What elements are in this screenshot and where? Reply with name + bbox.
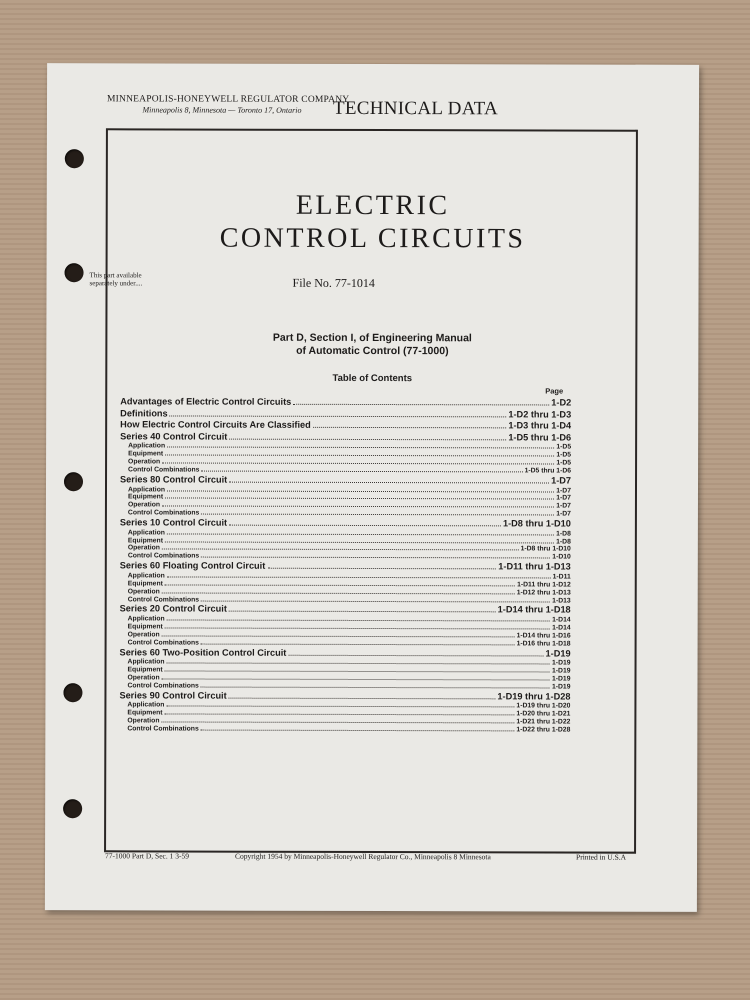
toc-entry-page: 1-D11	[552, 573, 571, 581]
toc-entry-label: Application	[128, 442, 166, 450]
toc-leader-dots	[165, 584, 515, 586]
toc-entry-page: 1-D7	[556, 510, 571, 518]
toc-entry-page: 1-D12 thru 1-D13	[516, 589, 571, 597]
toc-entry-page: 1-D11 thru 1-D13	[498, 561, 571, 572]
toc-entry-label: Control Combinations	[127, 509, 200, 517]
toc-entry-page: 1-D8 thru 1-D10	[520, 545, 571, 553]
toc-leader-dots	[167, 490, 554, 492]
part-section-line	[46, 331, 698, 359]
toc-entry-page: 1-D19	[551, 667, 571, 675]
availability-note	[90, 271, 143, 287]
toc-page-heading: Page	[545, 386, 564, 396]
toc-entry-label: How Electric Control Circuits Are Classified	[120, 419, 311, 431]
availability-note-line-1: This part available	[89, 271, 142, 280]
document-page	[45, 63, 699, 912]
company-name: MINNEAPOLIS-HONEYWELL REGULATOR COMPANY	[107, 94, 350, 105]
toc-heading: Table of Contents	[332, 372, 413, 385]
toc-entry-label: Operation	[127, 544, 160, 552]
toc-entry-page: 1-D19	[551, 683, 571, 691]
toc-leader-dots	[167, 447, 554, 449]
toc-entry-label: Equipment	[127, 623, 163, 631]
toc-leader-dots	[201, 514, 554, 516]
toc-entry-page: 1-D8	[556, 530, 571, 538]
binder-hole	[64, 472, 83, 491]
toc-leader-dots	[167, 533, 554, 535]
toc-entry-label: Operation	[128, 458, 161, 466]
footer-printed: Printed in U.S.A	[576, 852, 627, 862]
toc-entry-label: Equipment	[127, 666, 163, 674]
toc-leader-dots	[229, 611, 496, 613]
toc-leader-dots	[167, 576, 551, 578]
toc-entry-label: Advantages of Electric Control Circuits	[120, 396, 292, 407]
toc-entry-page: 1-D5 thru 1-D6	[508, 432, 572, 443]
toc-entry-label: Equipment	[127, 536, 163, 545]
toc-entry-page: 1-D14	[552, 624, 571, 632]
title-line-1: ELECTRIC	[295, 189, 450, 222]
toc-entry-page: 1-D5	[556, 451, 572, 459]
toc-entry-page: 1-D8 thru 1-D10	[502, 518, 571, 529]
toc-entry-label: Series 20 Control Circuit	[119, 603, 227, 615]
toc-entry-label: Series 10 Control Circuit	[119, 517, 228, 528]
toc-entry-label: Application	[127, 529, 165, 537]
toc-entry-page: 1-D19	[551, 675, 571, 683]
toc-entry-label: Operation	[127, 631, 160, 639]
table-of-contents	[119, 396, 571, 734]
toc-entry-label: Equipment	[127, 709, 163, 717]
toc-entry-label: Operation	[127, 717, 160, 725]
toc-leader-dots	[162, 678, 550, 680]
toc-entry-page: 1-D2 thru 1-D3	[508, 408, 572, 420]
toc-entry-label: Application	[127, 615, 165, 623]
toc-entry-label: Series 40 Control Circuit	[120, 431, 228, 442]
toc-entry-page: 1-D14	[552, 616, 571, 624]
toc-leader-dots	[165, 671, 550, 673]
toc-entry-page: 1-D21 thru 1-D22	[516, 718, 571, 726]
toc-entry-page: 1-D19 thru 1-D20	[516, 702, 571, 710]
toc-entry-label: Equipment	[127, 580, 163, 588]
toc-leader-dots	[165, 498, 554, 500]
part-line-2: of Automatic Control (77-1000)	[296, 344, 449, 358]
toc-entry-page: 1-D20 thru 1-D21	[516, 710, 571, 718]
toc-entry-page: 1-D19	[552, 659, 571, 667]
toc-entry-page: 1-D16 thru 1-D18	[516, 640, 571, 648]
document-type: TECHNICAL DATA	[332, 97, 499, 120]
toc-leader-dots	[293, 404, 549, 406]
footer-copyright: Copyright 1954 by Minneapolis-Honeywell Regulator Co., Minneapolis 8 Minnesota	[235, 851, 491, 862]
toc-leader-dots	[166, 706, 514, 708]
binder-hole	[65, 149, 84, 168]
toc-leader-dots	[288, 654, 543, 656]
toc-leader-dots	[165, 455, 554, 457]
toc-subentry	[119, 725, 570, 734]
toc-entry-page: 1-D14 thru 1-D16	[516, 632, 571, 640]
company-cities: Minneapolis 8, Minnesota — Toronto 17, Ontario	[142, 105, 302, 115]
toc-leader-dots	[161, 722, 514, 724]
binder-hole	[63, 683, 82, 702]
toc-leader-dots	[201, 643, 515, 645]
toc-entry-label: Control Combinations	[127, 552, 200, 560]
toc-entry-page: 1-D5 thru 1-D6	[524, 467, 572, 475]
toc-leader-dots	[229, 482, 549, 484]
toc-leader-dots	[201, 730, 515, 732]
toc-entry-label: Application	[127, 701, 165, 709]
footer-doc-reference: 77-1000 Part D, Sec. 1 3-59	[105, 851, 189, 861]
toc-entry-label: Operation	[127, 587, 160, 596]
toc-leader-dots	[165, 627, 550, 629]
toc-entry-page: 1-D19	[545, 648, 571, 659]
toc-entry-page: 1-D10	[552, 553, 571, 561]
page-title	[47, 188, 699, 256]
toc-entry-page: 1-D22 thru 1-D28	[516, 726, 571, 734]
toc-entry-page: 1-D7	[556, 502, 571, 510]
toc-leader-dots	[162, 635, 515, 637]
toc-entry-page: 1-D2	[551, 397, 572, 408]
toc-entry-page: 1-D14 thru 1-D18	[497, 604, 571, 615]
toc-entry-label: Definitions	[120, 407, 168, 419]
toc-entry-label: Operation	[127, 501, 161, 509]
toc-leader-dots	[267, 568, 496, 570]
binder-hole	[65, 263, 84, 282]
toc-entry-label: Control Combinations	[127, 639, 199, 647]
toc-leader-dots	[201, 471, 522, 473]
toc-entry-page: 1-D7	[556, 494, 571, 502]
toc-leader-dots	[165, 541, 554, 543]
toc-entry-page: 1-D3 thru 1-D4	[508, 420, 572, 431]
availability-note-line-2: separately under....	[89, 279, 143, 288]
toc-leader-dots	[162, 463, 554, 465]
toc-leader-dots	[165, 714, 515, 716]
toc-entry-page: 1-D13	[552, 596, 571, 605]
toc-entry-label: Equipment	[127, 493, 164, 501]
toc-leader-dots	[229, 438, 506, 440]
toc-entry-label: Series 60 Two-Position Control Circuit	[119, 646, 287, 658]
toc-leader-dots	[162, 506, 554, 508]
toc-entry-label: Control Combinations	[127, 682, 199, 690]
toc-entry-page: 1-D8	[556, 538, 571, 546]
toc-entry-page: 1-D11 thru 1-D12	[517, 581, 571, 589]
toc-entry-page: 1-D7	[551, 475, 572, 486]
toc-leader-dots	[162, 592, 515, 594]
toc-leader-dots	[167, 619, 550, 621]
file-number: File No. 77-1014	[292, 275, 375, 291]
company-block	[107, 94, 350, 115]
toc-leader-dots	[170, 415, 507, 417]
toc-entry-label: Operation	[127, 674, 160, 682]
toc-leader-dots	[201, 686, 550, 688]
toc-leader-dots	[229, 697, 496, 699]
binder-hole	[63, 799, 82, 818]
part-line-1: Part D, Section I, of Engineering Manual	[272, 331, 472, 345]
toc-entry-page: 1-D5	[556, 443, 572, 451]
toc-entry-page: 1-D19 thru 1-D28	[497, 691, 571, 702]
toc-entry-label: Application	[127, 485, 166, 493]
toc-leader-dots	[167, 663, 550, 665]
toc-entry-label: Control Combinations	[128, 466, 200, 474]
toc-leader-dots	[229, 525, 501, 527]
toc-entry-label: Control Combinations	[127, 595, 200, 604]
toc-entry-label: Application	[127, 658, 165, 666]
toc-leader-dots	[201, 557, 550, 559]
toc-leader-dots	[201, 600, 550, 602]
toc-entry-label: Application	[127, 572, 165, 580]
toc-entry-label: Equipment	[128, 450, 164, 458]
toc-leader-dots	[313, 427, 507, 429]
toc-leader-dots	[162, 549, 519, 551]
title-line-2: CONTROL CIRCUITS	[219, 222, 526, 255]
toc-entry-page: 1-D7	[556, 487, 572, 495]
toc-entry-label: Series 90 Control Circuit	[119, 690, 227, 701]
toc-entry-label: Series 80 Control Circuit	[120, 474, 228, 485]
toc-entry-label: Series 60 Floating Control Circuit	[119, 560, 266, 571]
toc-entry-label: Control Combinations	[127, 725, 199, 733]
toc-entry-page: 1-D5	[556, 459, 572, 467]
